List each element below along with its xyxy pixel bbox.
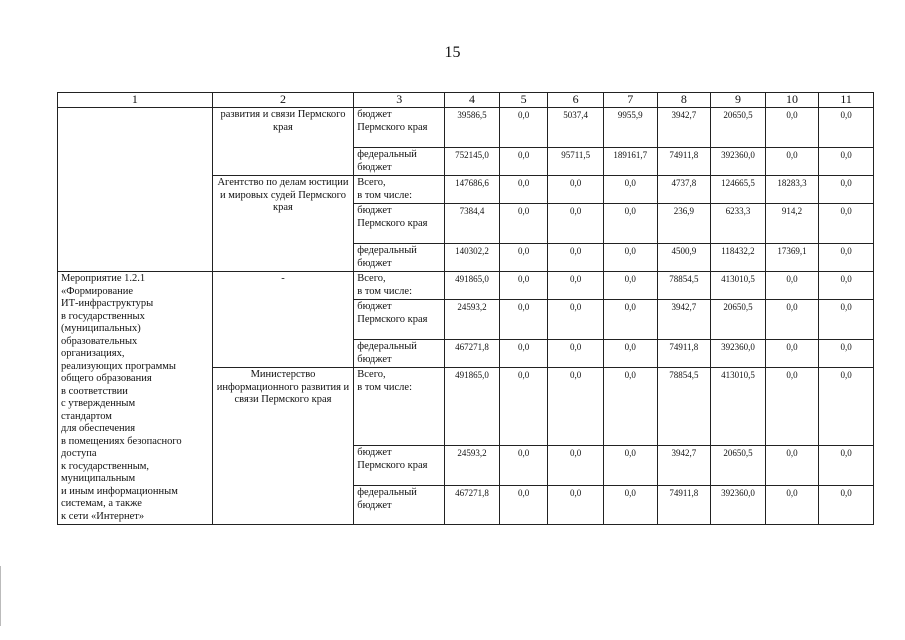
- amount-cell: 20650,5: [711, 446, 766, 486]
- amount-cell: 3942,7: [657, 108, 711, 148]
- amount-cell: 491865,0: [445, 272, 500, 300]
- amount-cell: 0,0: [499, 108, 548, 148]
- col-header: 8: [657, 93, 711, 108]
- amount-cell: 74911,8: [657, 340, 711, 368]
- funding-source-cell: Всего, в том числе:: [354, 272, 445, 300]
- scan-edge-mark: [0, 566, 5, 626]
- amount-cell: 118432,2: [711, 244, 766, 272]
- amount-cell: 0,0: [499, 204, 548, 244]
- amount-cell: 9955,9: [603, 108, 657, 148]
- executor-cell: Министерство информационного развития и связи Пермского края: [212, 368, 354, 525]
- funding-source-cell: федеральный бюджет: [354, 244, 445, 272]
- amount-cell: 236,9: [657, 204, 711, 244]
- amount-cell: 0,0: [499, 148, 548, 176]
- column-number-header: [58, 93, 874, 108]
- amount-cell: 413010,5: [711, 368, 766, 446]
- col-header: 5: [499, 93, 548, 108]
- amount-cell: 0,0: [765, 340, 819, 368]
- funding-source-cell: Всего, в том числе:: [354, 176, 445, 204]
- event-name-cell: Мероприятие 1.2.1 «Формирование ИТ-инфраструктуры в государственных (муниципальных) образовательных организациях, реализующих программы общего образования в соответствии с утвержденным стандартом для обеспечения в помещениях безопасного доступа к государственным, муниципальным и иным информационным системам, а также к сети «Интернет»: [58, 272, 213, 525]
- amount-cell: 20650,5: [711, 300, 766, 340]
- amount-cell: 0,0: [548, 340, 604, 368]
- amount-cell: 6233,3: [711, 204, 766, 244]
- amount-cell: 0,0: [819, 300, 874, 340]
- funding-source-cell: бюджет Пермского края: [354, 300, 445, 340]
- amount-cell: 24593,2: [445, 300, 500, 340]
- amount-cell: 0,0: [765, 486, 819, 525]
- amount-cell: 0,0: [603, 300, 657, 340]
- amount-cell: 0,0: [548, 176, 604, 204]
- amount-cell: 0,0: [819, 272, 874, 300]
- amount-cell: 491865,0: [445, 368, 500, 446]
- executor-cell: развития и связи Пермского края: [212, 108, 354, 176]
- table-row: [58, 108, 874, 148]
- amount-cell: 39586,5: [445, 108, 500, 148]
- amount-cell: 147686,6: [445, 176, 500, 204]
- amount-cell: 24593,2: [445, 446, 500, 486]
- amount-cell: 3942,7: [657, 300, 711, 340]
- funding-source-cell: Всего, в том числе:: [354, 368, 445, 446]
- amount-cell: 0,0: [548, 368, 604, 446]
- amount-cell: 0,0: [603, 446, 657, 486]
- amount-cell: 0,0: [765, 108, 819, 148]
- amount-cell: 392360,0: [711, 486, 766, 525]
- amount-cell: 0,0: [603, 340, 657, 368]
- col-header: 7: [603, 93, 657, 108]
- amount-cell: 4737,8: [657, 176, 711, 204]
- amount-cell: 0,0: [548, 204, 604, 244]
- amount-cell: 0,0: [819, 176, 874, 204]
- amount-cell: 74911,8: [657, 486, 711, 525]
- amount-cell: 467271,8: [445, 340, 500, 368]
- amount-cell: 0,0: [548, 272, 604, 300]
- amount-cell: 914,2: [765, 204, 819, 244]
- page-number: 15: [444, 44, 461, 61]
- amount-cell: 752145,0: [445, 148, 500, 176]
- amount-cell: 413010,5: [711, 272, 766, 300]
- funding-source-cell: бюджет Пермского края: [354, 108, 445, 148]
- col-header: 11: [819, 93, 874, 108]
- budget-table: [57, 92, 874, 525]
- col-header: 1: [58, 93, 213, 108]
- executor-cell: Агентство по делам юстиции и мировых судей Пермского края: [212, 176, 354, 272]
- executor-cell: -: [212, 272, 354, 368]
- amount-cell: 0,0: [499, 300, 548, 340]
- amount-cell: 20650,5: [711, 108, 766, 148]
- amount-cell: 0,0: [819, 148, 874, 176]
- event-name-cell: [58, 108, 213, 272]
- amount-cell: 0,0: [499, 368, 548, 446]
- amount-cell: 0,0: [819, 244, 874, 272]
- amount-cell: 392360,0: [711, 340, 766, 368]
- amount-cell: 0,0: [548, 300, 604, 340]
- amount-cell: 0,0: [499, 176, 548, 204]
- amount-cell: 0,0: [765, 368, 819, 446]
- amount-cell: 74911,8: [657, 148, 711, 176]
- amount-cell: 0,0: [499, 340, 548, 368]
- amount-cell: 0,0: [499, 446, 548, 486]
- funding-source-cell: бюджет Пермского края: [354, 204, 445, 244]
- amount-cell: 0,0: [603, 244, 657, 272]
- amount-cell: 0,0: [765, 300, 819, 340]
- amount-cell: 0,0: [603, 486, 657, 525]
- funding-source-cell: федеральный бюджет: [354, 148, 445, 176]
- amount-cell: 0,0: [819, 204, 874, 244]
- amount-cell: 0,0: [499, 486, 548, 525]
- amount-cell: 78854,5: [657, 368, 711, 446]
- amount-cell: 0,0: [548, 244, 604, 272]
- amount-cell: 467271,8: [445, 486, 500, 525]
- amount-cell: 0,0: [819, 446, 874, 486]
- col-header: 3: [354, 93, 445, 108]
- amount-cell: 0,0: [499, 244, 548, 272]
- amount-cell: 18283,3: [765, 176, 819, 204]
- amount-cell: 124665,5: [711, 176, 766, 204]
- col-header: 9: [711, 93, 766, 108]
- table-row: [58, 272, 874, 300]
- amount-cell: 0,0: [603, 204, 657, 244]
- amount-cell: 7384,4: [445, 204, 500, 244]
- amount-cell: 0,0: [765, 148, 819, 176]
- funding-source-cell: федеральный бюджет: [354, 486, 445, 525]
- amount-cell: 5037,4: [548, 108, 604, 148]
- amount-cell: 0,0: [548, 446, 604, 486]
- amount-cell: 0,0: [603, 368, 657, 446]
- amount-cell: 0,0: [603, 176, 657, 204]
- amount-cell: 392360,0: [711, 148, 766, 176]
- amount-cell: 0,0: [765, 272, 819, 300]
- amount-cell: 95711,5: [548, 148, 604, 176]
- amount-cell: 0,0: [819, 368, 874, 446]
- funding-source-cell: федеральный бюджет: [354, 340, 445, 368]
- funding-source-cell: бюджет Пермского края: [354, 446, 445, 486]
- amount-cell: 78854,5: [657, 272, 711, 300]
- amount-cell: 140302,2: [445, 244, 500, 272]
- amount-cell: 0,0: [819, 486, 874, 525]
- amount-cell: 0,0: [603, 272, 657, 300]
- amount-cell: 4500,9: [657, 244, 711, 272]
- amount-cell: 0,0: [499, 272, 548, 300]
- amount-cell: 0,0: [819, 108, 874, 148]
- col-header: 4: [445, 93, 500, 108]
- amount-cell: 0,0: [819, 340, 874, 368]
- col-header: 2: [212, 93, 354, 108]
- col-header: 10: [765, 93, 819, 108]
- amount-cell: 0,0: [548, 486, 604, 525]
- amount-cell: 17369,1: [765, 244, 819, 272]
- amount-cell: 3942,7: [657, 446, 711, 486]
- col-header: 6: [548, 93, 604, 108]
- amount-cell: 189161,7: [603, 148, 657, 176]
- amount-cell: 0,0: [765, 446, 819, 486]
